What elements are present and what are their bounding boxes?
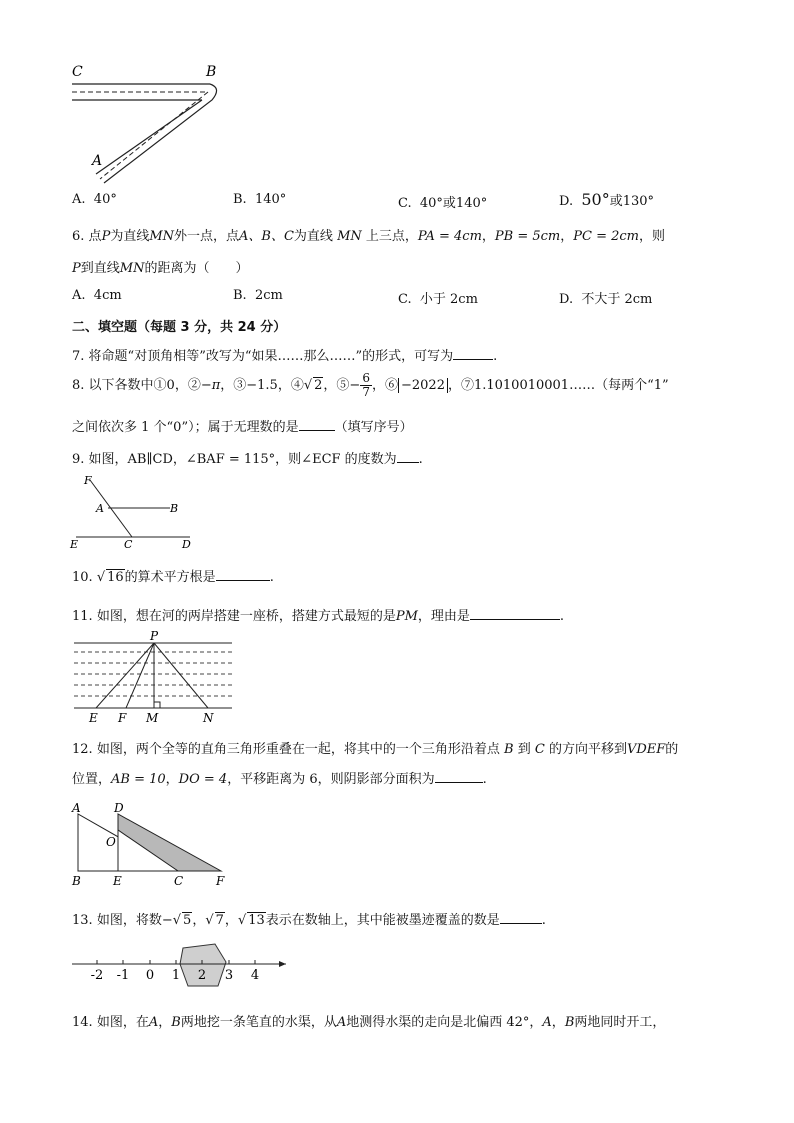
fig9-label-f: F: [84, 474, 92, 487]
q13-answer-blank[interactable]: [500, 911, 542, 924]
q9-answer-blank[interactable]: [397, 450, 419, 463]
fig12-label-f: F: [216, 874, 225, 888]
q8-answer-blank[interactable]: [299, 418, 335, 431]
q7-answer-blank[interactable]: [453, 347, 493, 360]
fig11-label-m: M: [146, 711, 159, 725]
q6-option-c[interactable]: C. 小于 2cm: [398, 292, 478, 307]
fig11-label-n: N: [203, 711, 214, 725]
q6-option-a[interactable]: A. 4cm: [72, 288, 122, 303]
q5-option-a[interactable]: A. 40°: [72, 192, 117, 207]
q10: 10. √ 16的算术平方根是 .: [72, 570, 274, 585]
tick-label: 4: [250, 968, 260, 983]
fig9-parallel-lines: [68, 474, 203, 552]
q6-option-d[interactable]: D. 不大于 2cm: [559, 292, 653, 307]
fig12-label-c: C: [174, 874, 184, 888]
fig11-label-p: P: [150, 629, 159, 643]
q13: 13. 如图，将数−√ 5，√ 7，√ 13表示在数轴上，其中能被墨迹覆盖的数是 .: [72, 913, 546, 928]
fig9-label-c: C: [124, 538, 133, 551]
fig9-label-e: E: [70, 538, 79, 551]
q12-line2: 位置，AB = 10，DO = 4，平移距离为 6，则阴影部分面积为 .: [72, 772, 487, 787]
q9: 9. 如图，AB∥CD，∠BAF = 115°，则∠ECF 的度数为 .: [72, 452, 423, 467]
label-c: C: [72, 64, 83, 80]
q6-line1: 6. 点P为直线MN外一点，点A、B、C为直线 MN 上三点，PA = 4cm，PB = 5cm，PC = 2cm，则: [72, 229, 666, 244]
fig13-number-line: [68, 940, 293, 990]
q5-option-c[interactable]: C. 40°或140°: [398, 196, 488, 211]
tick-label: -2: [90, 968, 104, 983]
q8-line1: 8. 以下各数中①0，②−π，③−1.5，④√ 2，⑤− $\frac{6}{7}$ ，⑥ −2022 ，⑦1.1010010001……（每两个“1”: [72, 371, 669, 399]
fig12-label-d: D: [114, 801, 124, 815]
q7: 7. 将命题“对顶角相等”改写为“如果……那么……”的形式，可写为 .: [72, 349, 498, 364]
section-heading: 二、填空题（每题 3 分，共 24 分）: [72, 320, 287, 335]
tick-label: 2: [197, 968, 207, 983]
q10-answer-blank[interactable]: [216, 568, 270, 581]
fig9-label-d: D: [182, 538, 191, 551]
q5-option-b[interactable]: B. 140°: [233, 192, 287, 207]
fig11-label-e: E: [89, 711, 98, 725]
fig12-label-e: E: [113, 874, 122, 888]
fig9-label-b: B: [170, 502, 179, 515]
tick-label: 3: [224, 968, 234, 983]
label-b: B: [206, 64, 217, 80]
fig12-label-a: A: [72, 801, 81, 815]
q5-option-d[interactable]: D. 50°或130°: [559, 190, 655, 209]
q12-answer-blank[interactable]: [435, 770, 483, 783]
q8-line2: 之间依次多 1 个“0”）；属于无理数的是 （填写序号）: [72, 420, 413, 435]
q6-option-b[interactable]: B. 2cm: [233, 288, 283, 303]
fig9-label-a: A: [96, 502, 104, 515]
tick-label: -1: [116, 968, 130, 983]
road-figure: [60, 58, 240, 190]
fig11-river-bridge: [68, 628, 238, 726]
tick-label: 0: [145, 968, 155, 983]
q6-line2: P到直线MN的距离为（ ）: [72, 261, 249, 276]
fig12-triangles: [68, 800, 233, 892]
q12-line1: 12. 如图，两个全等的直角三角形重叠在一起，将其中的一个三角形沿着点 B 到 C 的方向平移到VDEF的: [72, 742, 679, 757]
tick-label: 1: [171, 968, 181, 983]
fig12-label-b: B: [72, 874, 81, 888]
fig12-label-o: O: [106, 835, 116, 849]
fig11-label-f: F: [118, 711, 127, 725]
q11: 11. 如图，想在河的两岸搭建一座桥，搭建方式最短的是PM，理由是 .: [72, 609, 565, 624]
q11-answer-blank[interactable]: [470, 607, 560, 620]
q14: 14. 如图，在A，B两地挖一条笔直的水渠，从A地测得水渠的走向是北偏西 42°，A，B两地同时开工，: [72, 1015, 666, 1030]
label-a: A: [92, 153, 103, 169]
